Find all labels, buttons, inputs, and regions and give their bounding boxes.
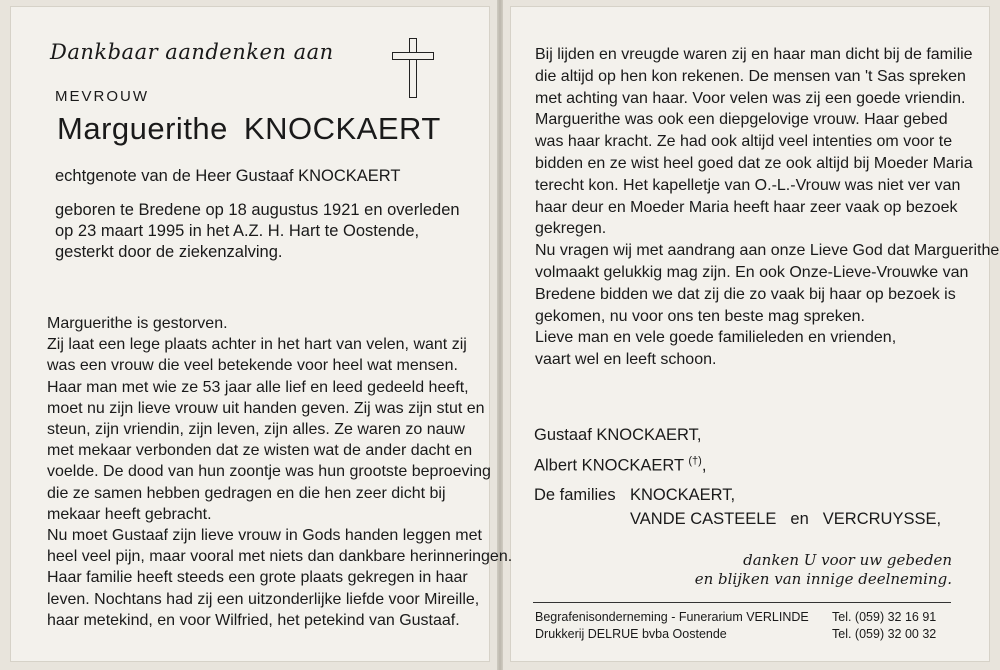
text-line: voelde. De dood van hun zoontje was hun grootste beproeving (47, 463, 491, 481)
text-line: haar metekind, en voor Wilfried, het petekind van Gustaaf. (47, 611, 460, 629)
signatory-gustaaf: Gustaaf KNOCKAERT, (534, 426, 702, 444)
heading: Dankbaar aandenken aan (50, 40, 334, 64)
text-line: was een vrouw die veel betekende voor heel wat mensen. (47, 357, 458, 375)
text-line: Nu moet Gustaaf zijn lieve vrouw in Gods handen leggen met (47, 527, 482, 545)
text-line: Zij laat een lege plaats achter in het hart van velen, want zij (47, 336, 467, 354)
last-name: KNOCKAERT (243, 111, 441, 146)
left-body-text (47, 313, 512, 631)
family-name: VERCRUYSSE, (822, 510, 942, 528)
text-line: moet nu zijn lieve vrouw uit handen geven. Zij was zijn stut en (47, 399, 485, 417)
text-line: Bij lijden en vreugde waren zij en haar man dicht bij de familie (535, 46, 973, 63)
printer-funeral-home-tel: Tel. (059) 32 16 91 (832, 610, 937, 624)
printer-press-tel: Tel. (059) 32 00 32 (832, 627, 937, 641)
cross-icon (392, 38, 434, 98)
signatory-albert: Albert KNOCKAERT (†), (534, 455, 707, 475)
printer-press: Drukkerij DELRUE bvba Oostende (535, 627, 727, 641)
text-line: Bredene bidden we dat zij die zo vaak bij haar op bezoek is (535, 285, 956, 303)
signatory-families (534, 486, 735, 505)
text-line: haar deur en Moeder Maria heeft haar zeer vaak op bezoek (535, 198, 958, 216)
family-name: KNOCKAERT, (630, 486, 736, 504)
thanks-line: danken U voor uw gebeden (743, 551, 952, 569)
text-line: vaart wel en leeft schoon. (535, 351, 717, 369)
dates-line: gesterkt door de ziekenzalving. (55, 243, 283, 261)
text-line: Marguerithe was ook een diepgelovige vrouw. Haar gebed (535, 111, 948, 129)
text-line: Haar familie heeft steeds een grote plaats gekregen in haar (47, 569, 468, 587)
text-line: leven. Nochtans had zij een uitzonderlijke liefde voor Mireille, (47, 590, 480, 608)
families-label: De families (534, 486, 616, 504)
dates-line: geboren te Bredene op 18 augustus 1921 en overleden (55, 201, 460, 219)
text-line: die altijd op hen kon rekenen. De mensen van 't Sas spreken (535, 67, 966, 85)
spouse-line: echtgenote van de Heer Gustaaf KNOCKAERT (55, 167, 401, 185)
printer-funeral-home: Begrafenisonderneming - Funerarium VERLINDE (535, 610, 809, 624)
text-line: Lieve man en vele goede familieleden en vrienden, (535, 329, 897, 347)
text-line: bidden en ze wist heel goed dat ze ook altijd bij Moeder Maria (535, 154, 973, 172)
salutation: MEVROUW (55, 88, 149, 105)
text-line: Nu vragen wij met aandrang aan onze Lieve God dat Marguerithe (535, 242, 1000, 260)
thanks-line: en blijken van innige deelneming. (694, 570, 952, 588)
deceased-mark: (†) (688, 455, 702, 467)
dates-line: op 23 maart 1995 in het A.Z. H. Hart te Oostende, (55, 222, 420, 240)
family-name: VANDE CASTEELE (630, 510, 777, 528)
text-line: gekregen. (535, 220, 607, 238)
text-line: was haar kracht. Ze had ook altijd veel intenties om voor te (535, 133, 953, 151)
text-line: heel veel pijn, maar vooral met niets dan dankbare herinneringen. (47, 548, 513, 566)
text-line: steun, zijn vriendin, zijn leven, zijn alles. Ze waren zo nauw (47, 421, 465, 439)
text-line: Haar man met wie ze 53 jaar alle lief en leed gedeeld heeft, (47, 378, 469, 396)
divider (533, 602, 951, 603)
first-name: Marguerithe (57, 111, 228, 146)
text-line: Marguerithe is gestorven. (47, 315, 228, 332)
right-body-text (535, 44, 999, 371)
text-line: met achting van haar. Voor velen was zij een goede vriendin. (535, 89, 966, 107)
signatory-families-more (630, 510, 941, 529)
deceased-name (57, 111, 441, 147)
text-line: volmaakt gelukkig mag zijn. En ook Onze-Lieve-Vrouwke van (535, 263, 969, 281)
text-line: mekaar heeft gebracht. (47, 505, 212, 523)
text-line: terecht kon. Het kapelletje van O.-L.-Vrouw was niet ver van (535, 176, 961, 194)
text-line: met mekaar verbonden dat ze wisten wat de ander dacht en (47, 442, 473, 460)
text-line: gekomen, nu voor ons ten beste mag spreken. (535, 307, 865, 325)
conjunction: en (790, 510, 809, 528)
text-line: die ze samen hebben gedragen en die hen zeer dicht bij (47, 484, 446, 502)
dates-paragraph (55, 200, 485, 263)
